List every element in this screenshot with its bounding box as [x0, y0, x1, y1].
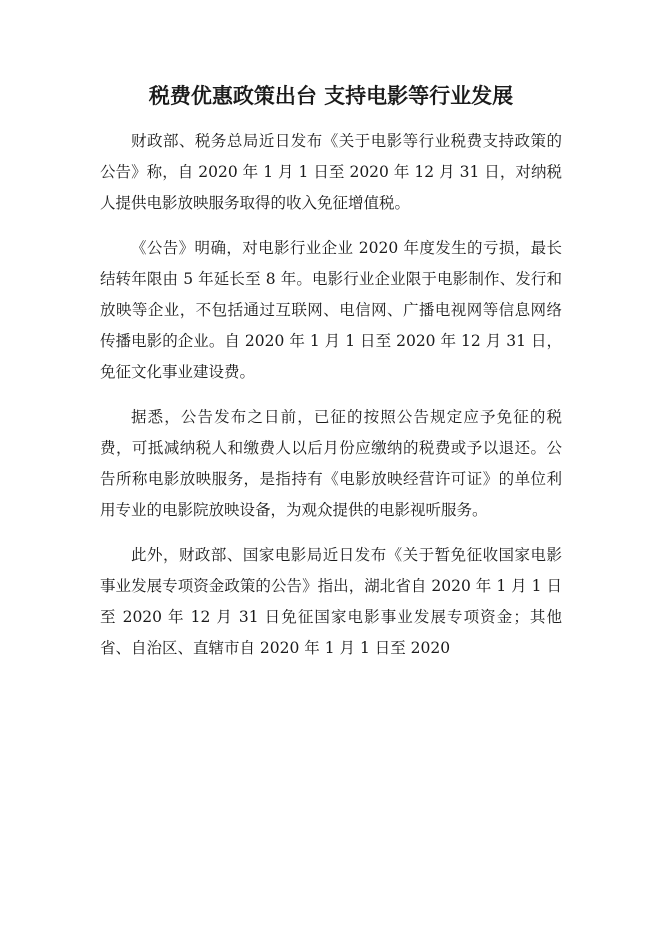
paragraph-4: 此外，财政部、国家电影局近日发布《关于暂免征收国家电影事业发展专项资金政策的公告》指出，湖北省自 2020 年 1 月 1 日至 2020 年 12 月 31 日免征国家电影事业发展专项资金；其他省、自治区、直辖市自 2020 年 1 月 1 日至 2020: [100, 546, 562, 657]
paragraph-1: 财政部、税务总局近日发布《关于电影等行业税费支持政策的公告》称，自 2020 年 1 月 1 日至 2020 年 12 月 31 日，对纳税人提供电影放映服务取得的收入免征增值税。: [100, 132, 562, 212]
document-title: 税费优惠政策出台 支持电影等行业发展: [148, 84, 514, 108]
paragraph-2: 《公告》明确，对电影行业企业 2020 年度发生的亏损，最长结转年限由 5 年延长至 8 年。电影行业企业限于电影制作、发行和放映等企业，不包括通过互联网、电信网、广播电视网等信息网络传播电影的企业。自 2020 年 1 月 1 日至 2020 年 12 月 31 日，免征文化事业建设费。: [100, 239, 562, 381]
document-page: [100, 80, 562, 664]
paragraph-3: 据悉，公告发布之日前，已征的按照公告规定应予免征的税费，可抵减纳税人和缴费人以后月份应缴纳的税费或予以退还。公告所称电影放映服务，是指持有《电影放映经营许可证》的单位利用专业的电影院放映设备，为观众提供的电影视听服务。: [100, 408, 562, 519]
